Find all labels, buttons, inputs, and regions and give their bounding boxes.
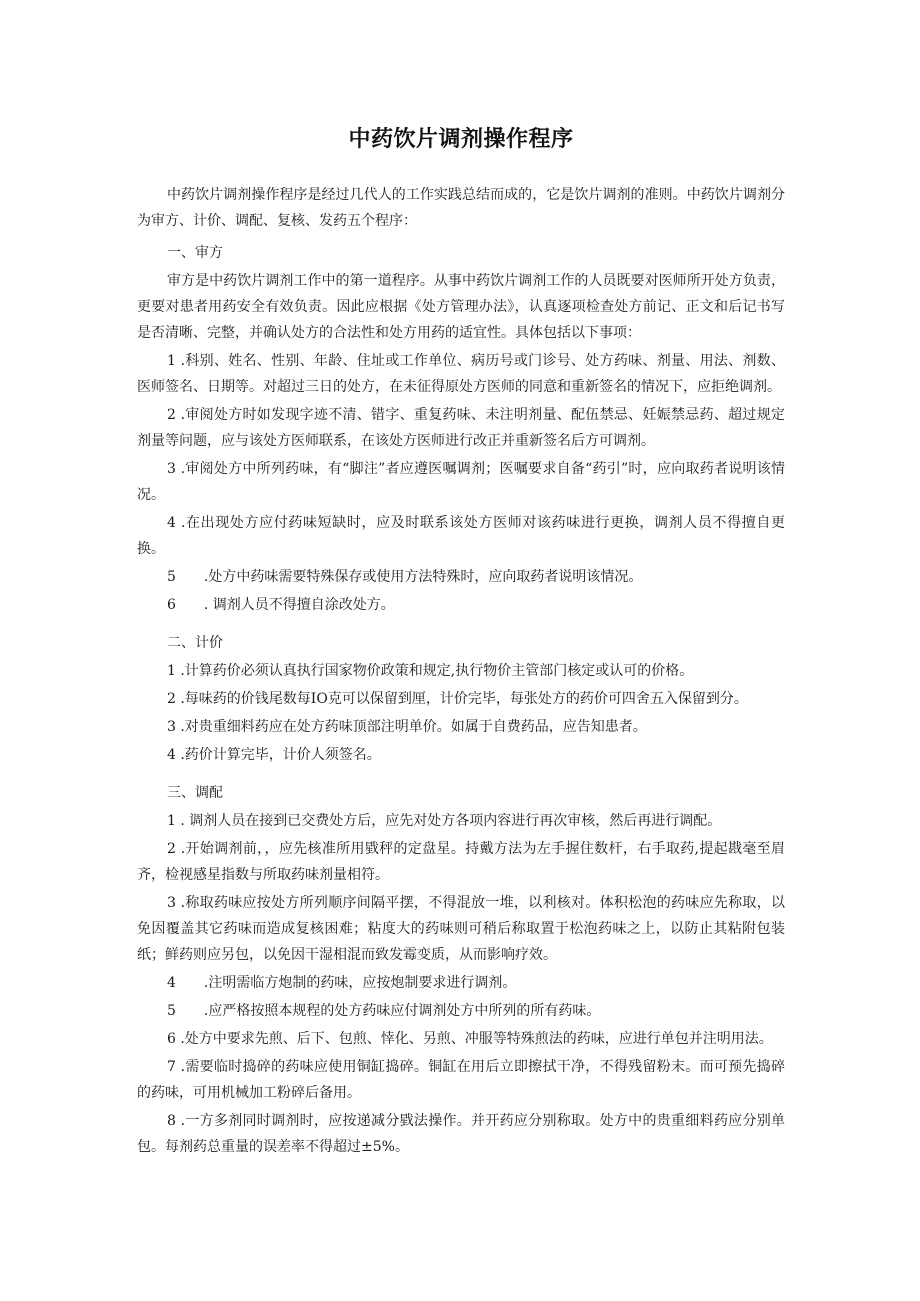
dispensing-item-4: 4 .注明需临方炮制的药味，应按炮制要求进行调剂。 (167, 975, 517, 991)
section-heading-pricing: 二、计价 (167, 635, 223, 651)
dispensing-item-6: 6 .处方中要求先煎、后下、包煎、悻化、另煎、冲服等特殊煎法的药味，应进行单包并注明用法。 (167, 1031, 773, 1047)
review-item-1: 1 .科别、姓名、性别、年龄、住址或工作单位、病历号或门诊号、处方药味、剂量、用法、剂数、医师签名、日期等。对超过三日的处方，在未征得原处方医师的同意和重新签名的情况下，应拒绝调剂。 (137, 353, 785, 395)
dispensing-item-2: 2 .开始调剂前，，应先核准所用戥秤的定盘星。持戴方法为左手握住数杆，右手取药,提起戡毫至眉齐，检视感星指数与所取药味剂量相符。 (137, 841, 785, 883)
document-title: 中药饮片调剂操作程序 (348, 127, 574, 152)
review-item-2: 2 .审阅处方时如发现字迹不清、错字、重复药味、未注明剂量、配伍禁忌、妊娠禁忌药、超过规定剂量等问题，应与该处方医师联系，在该处方医师进行改正并重新签名后方可调剂。 (137, 407, 785, 449)
review-item-6: 6 . 调剂人员不得擅自涂改处方。 (167, 597, 395, 613)
section-gap (137, 620, 785, 624)
dispensing-item-5: 5 .应严格按照本规程的处方药味应付调剂处方中所列的所有药味。 (167, 1003, 601, 1019)
intro-paragraph: 中药饮片调剂操作程序是经过几代人的工作实践总结而成的，它是饮片调剂的准则。中药饮片调剂分为审方、计价、调配、复核、发药五个程序： (137, 187, 785, 229)
document-body (137, 182, 785, 1162)
review-item-4: 4 .在出现处方应付药味短缺时，应及时联系该处方医师对该药味进行更换，调剂人员不得擅自更换。 (137, 515, 785, 557)
section-heading-review: 一、审方 (167, 245, 223, 261)
dispensing-item-3: 3 .称取药味应按处方所列顺序间隔平摆，不得混放一堆，以利核对。体积松泡的药味应先称取，以免因覆盖其它药味而造成复核困难；粘度大的药味则可稍后称取置于松泡药味之上，以防止其粘附包装纸；鲜药则应另包，以免因干湿相混而致发霉变质，从而影响疗效。 (137, 895, 785, 963)
dispensing-item-1: 1 . 调剂人员在接到已交费处方后，应先对处方各项内容进行再次审核，然后再进行调配。 (167, 813, 722, 829)
section-gap (137, 770, 785, 774)
pricing-item-3: 3 .对贵重细料药应在处方药味顶部注明单价。如属于自费药品，应告知患者。 (167, 719, 647, 735)
dispensing-item-8: 8 .一方多剂同时调剂时，应按递减分戥法操作。并开药应分别称取。处方中的贵重细料药应分别单包。每剂药总重量的误差率不得超过±5%。 (137, 1113, 785, 1155)
review-item-5: 5 .处方中药味需要特殊保存或使用方法特殊时，应向取药者说明该情况。 (167, 569, 643, 585)
section-heading-dispensing: 三、调配 (167, 785, 223, 801)
pricing-item-2: 2 .每味药的价钱尾数每IO克可以保留到厘，计价完毕，每张处方的药价可四舍五入保留到分。 (167, 691, 748, 707)
pricing-item-1: 1 .计算药价必须认真执行国家物价政策和规定,执行物价主管部门核定或认可的价格。 (167, 663, 694, 679)
pricing-item-4: 4 .药价计算完毕，计价人须签名。 (167, 747, 381, 763)
dispensing-item-7: 7 .需要临时捣碎的药味应使用铜缸捣碎。铜缸在用后立即擦拭干净，不得残留粉末。而可预先捣碎的药味，可用机械加工粉碎后备用。 (137, 1059, 785, 1101)
section-review-paragraph: 审方是中药饮片调剂工作中的第一道程序。从事中药饮片调剂工作的人员既要对医师所开处方负责，更要对患者用药安全有效负责。因此应根据《处方管理办法》，认真逐项检查处方前记、正文和后记书写是否清晰、完整，并确认处方的合法性和处方用药的适宜性。具体包括以下事项： (137, 273, 785, 341)
review-item-3: 3 .审阅处方中所列药味，有“脚注”者应遵医嘱调剂；医嘱要求自备“药引”时，应向取药者说明该情况。 (137, 461, 785, 503)
